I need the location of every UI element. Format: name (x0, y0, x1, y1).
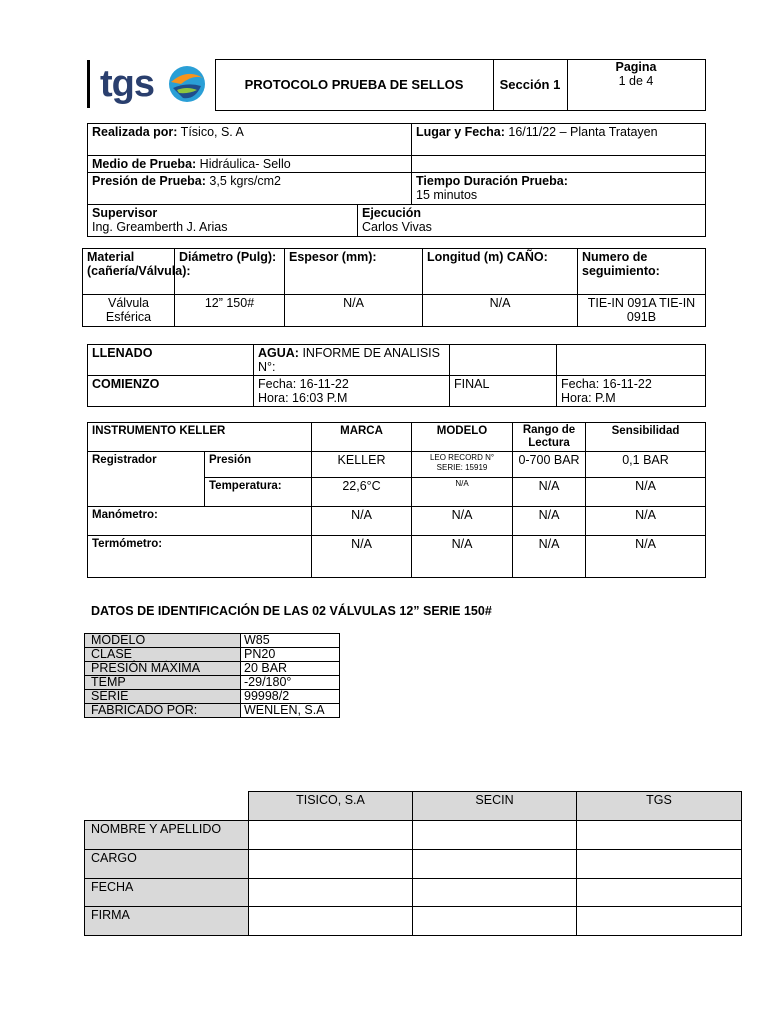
presion-modelo: LEO RECORD N° SERIE: 15919 (412, 452, 513, 478)
termometro-sensibilidad: N/A (586, 536, 706, 578)
empty-corner (85, 792, 249, 821)
manometro-modelo: N/A (412, 507, 513, 536)
llenado-table (87, 344, 706, 407)
termometro-label: Termómetro: (88, 536, 312, 578)
signature-field[interactable] (413, 879, 577, 907)
nombre-label: NOMBRE Y APELLIDO (85, 821, 249, 850)
manometro-label: Manómetro: (88, 507, 312, 536)
tiempo-cell: Tiempo Duración Prueba: 15 minutos (412, 173, 706, 205)
header-table (87, 59, 706, 111)
empty-cell (450, 345, 557, 376)
valvula-key: SERIE (85, 690, 241, 704)
general-info-table (87, 123, 706, 237)
empty-cell (557, 345, 706, 376)
termometro-rango: N/A (513, 536, 586, 578)
page-value: 1 de 4 (618, 74, 654, 88)
temperatura-rango: N/A (513, 478, 586, 507)
document-title: PROTOCOLO PRUEBA DE SELLOS (215, 60, 493, 111)
page-label: Pagina (615, 60, 657, 74)
signature-field[interactable] (249, 907, 413, 936)
tgs-header: TGS (577, 792, 742, 821)
valvula-value: WENLEN, S.A (241, 704, 340, 718)
logo (87, 60, 215, 111)
signature-field[interactable] (413, 821, 577, 850)
logo-text: tgs (100, 62, 154, 105)
ejecucion-cell: Ejecución Carlos Vivas (358, 205, 706, 237)
valvula-value: 99998/2 (241, 690, 340, 704)
signature-field[interactable] (249, 821, 413, 850)
valvulas-title: DATOS DE IDENTIFICACIÓN DE LAS 02 VÁLVULAS 12” SERIE 150# (91, 604, 492, 618)
presion-sensibilidad: 0,1 BAR (586, 452, 706, 478)
firma-label: FIRMA (85, 907, 249, 936)
fecha-label: FECHA (85, 879, 249, 907)
valvula-key: PRESIÓN MÁXIMA (85, 662, 241, 676)
valvula-value: 20 BAR (241, 662, 340, 676)
comienzo-label: COMIENZO (88, 376, 254, 407)
llenado-label: LLENADO (88, 345, 254, 376)
signature-field[interactable] (413, 850, 577, 879)
signature-field[interactable] (577, 907, 742, 936)
cargo-label: CARGO (85, 850, 249, 879)
instrumento-header: INSTRUMENTO KELLER (88, 423, 312, 452)
espesor-value: N/A (285, 295, 423, 327)
page-info (567, 60, 705, 111)
valvulas-table (84, 633, 340, 718)
signature-field[interactable] (577, 879, 742, 907)
material-value: Válvula Esférica (83, 295, 175, 327)
realizada-cell: Realizada por: Tísico, S. A (88, 124, 412, 156)
temperatura-label: Temperatura: (205, 478, 312, 507)
presion-marca: KELLER (312, 452, 412, 478)
signature-field[interactable] (413, 907, 577, 936)
logo-bar (87, 60, 90, 108)
registrador-label: Registrador (88, 452, 205, 507)
signature-field[interactable] (577, 850, 742, 879)
presion-rango: 0-700 BAR (513, 452, 586, 478)
termometro-modelo: N/A (412, 536, 513, 578)
diametro-value: 12” 150# (175, 295, 285, 327)
valvula-value: -29/180° (241, 676, 340, 690)
valvula-key: FABRICADO POR: (85, 704, 241, 718)
firmas-table (84, 791, 742, 936)
temperatura-modelo: N/A (412, 478, 513, 507)
marca-header: MARCA (312, 423, 412, 452)
valvula-key: CLASE (85, 648, 241, 662)
valvula-key: MODELO (85, 634, 241, 648)
material-table (82, 248, 706, 327)
tisico-header: TISICO, S.A (249, 792, 413, 821)
signature-field[interactable] (249, 879, 413, 907)
seguimiento-value: TIE-IN 091A TIE-IN 091B (578, 295, 706, 327)
valvula-key: TEMP (85, 676, 241, 690)
final-label: FINAL (450, 376, 557, 407)
lugar-cell: Lugar y Fecha: 16/11/22 – Planta Tratayen (412, 124, 706, 156)
section-label: Sección 1 (493, 60, 567, 111)
agua-cell: AGUA: INFORME DE ANALISIS N°: (254, 345, 450, 376)
diametro-header: Diámetro (Pulg): (175, 249, 285, 295)
manometro-sensibilidad: N/A (586, 507, 706, 536)
temperatura-sensibilidad: N/A (586, 478, 706, 507)
signature-field[interactable] (577, 821, 742, 850)
instrumento-table (87, 422, 706, 578)
supervisor-cell: Supervisor Ing. Greamberth J. Arias (88, 205, 358, 237)
rango-header: Rango de Lectura (513, 423, 586, 452)
presion-label: Presión (205, 452, 312, 478)
espesor-header: Espesor (mm): (285, 249, 423, 295)
longitud-value: N/A (423, 295, 578, 327)
presion-cell: Presión de Prueba: 3,5 kgrs/cm2 (88, 173, 412, 205)
empty-cell (412, 156, 706, 173)
temperatura-marca: 22,6°C (312, 478, 412, 507)
valvula-value: PN20 (241, 648, 340, 662)
material-header: Material (cañería/Válvula): (83, 249, 175, 295)
valvula-value: W85 (241, 634, 340, 648)
secin-header: SECIN (413, 792, 577, 821)
tgs-logo-icon (167, 64, 207, 104)
manometro-rango: N/A (513, 507, 586, 536)
signature-field[interactable] (249, 850, 413, 879)
final-values: Fecha: 16-11-22 Hora: P.M (557, 376, 706, 407)
comienzo-values: Fecha: 16-11-22 Hora: 16:03 P.M (254, 376, 450, 407)
seguimiento-header: Numero de seguimiento: (578, 249, 706, 295)
manometro-marca: N/A (312, 507, 412, 536)
longitud-header: Longitud (m) CAÑO: (423, 249, 578, 295)
sensibilidad-header: Sensibilidad (586, 423, 706, 452)
termometro-marca: N/A (312, 536, 412, 578)
medio-cell: Medio de Prueba: Hidráulica- Sello (88, 156, 412, 173)
modelo-header: MODELO (412, 423, 513, 452)
